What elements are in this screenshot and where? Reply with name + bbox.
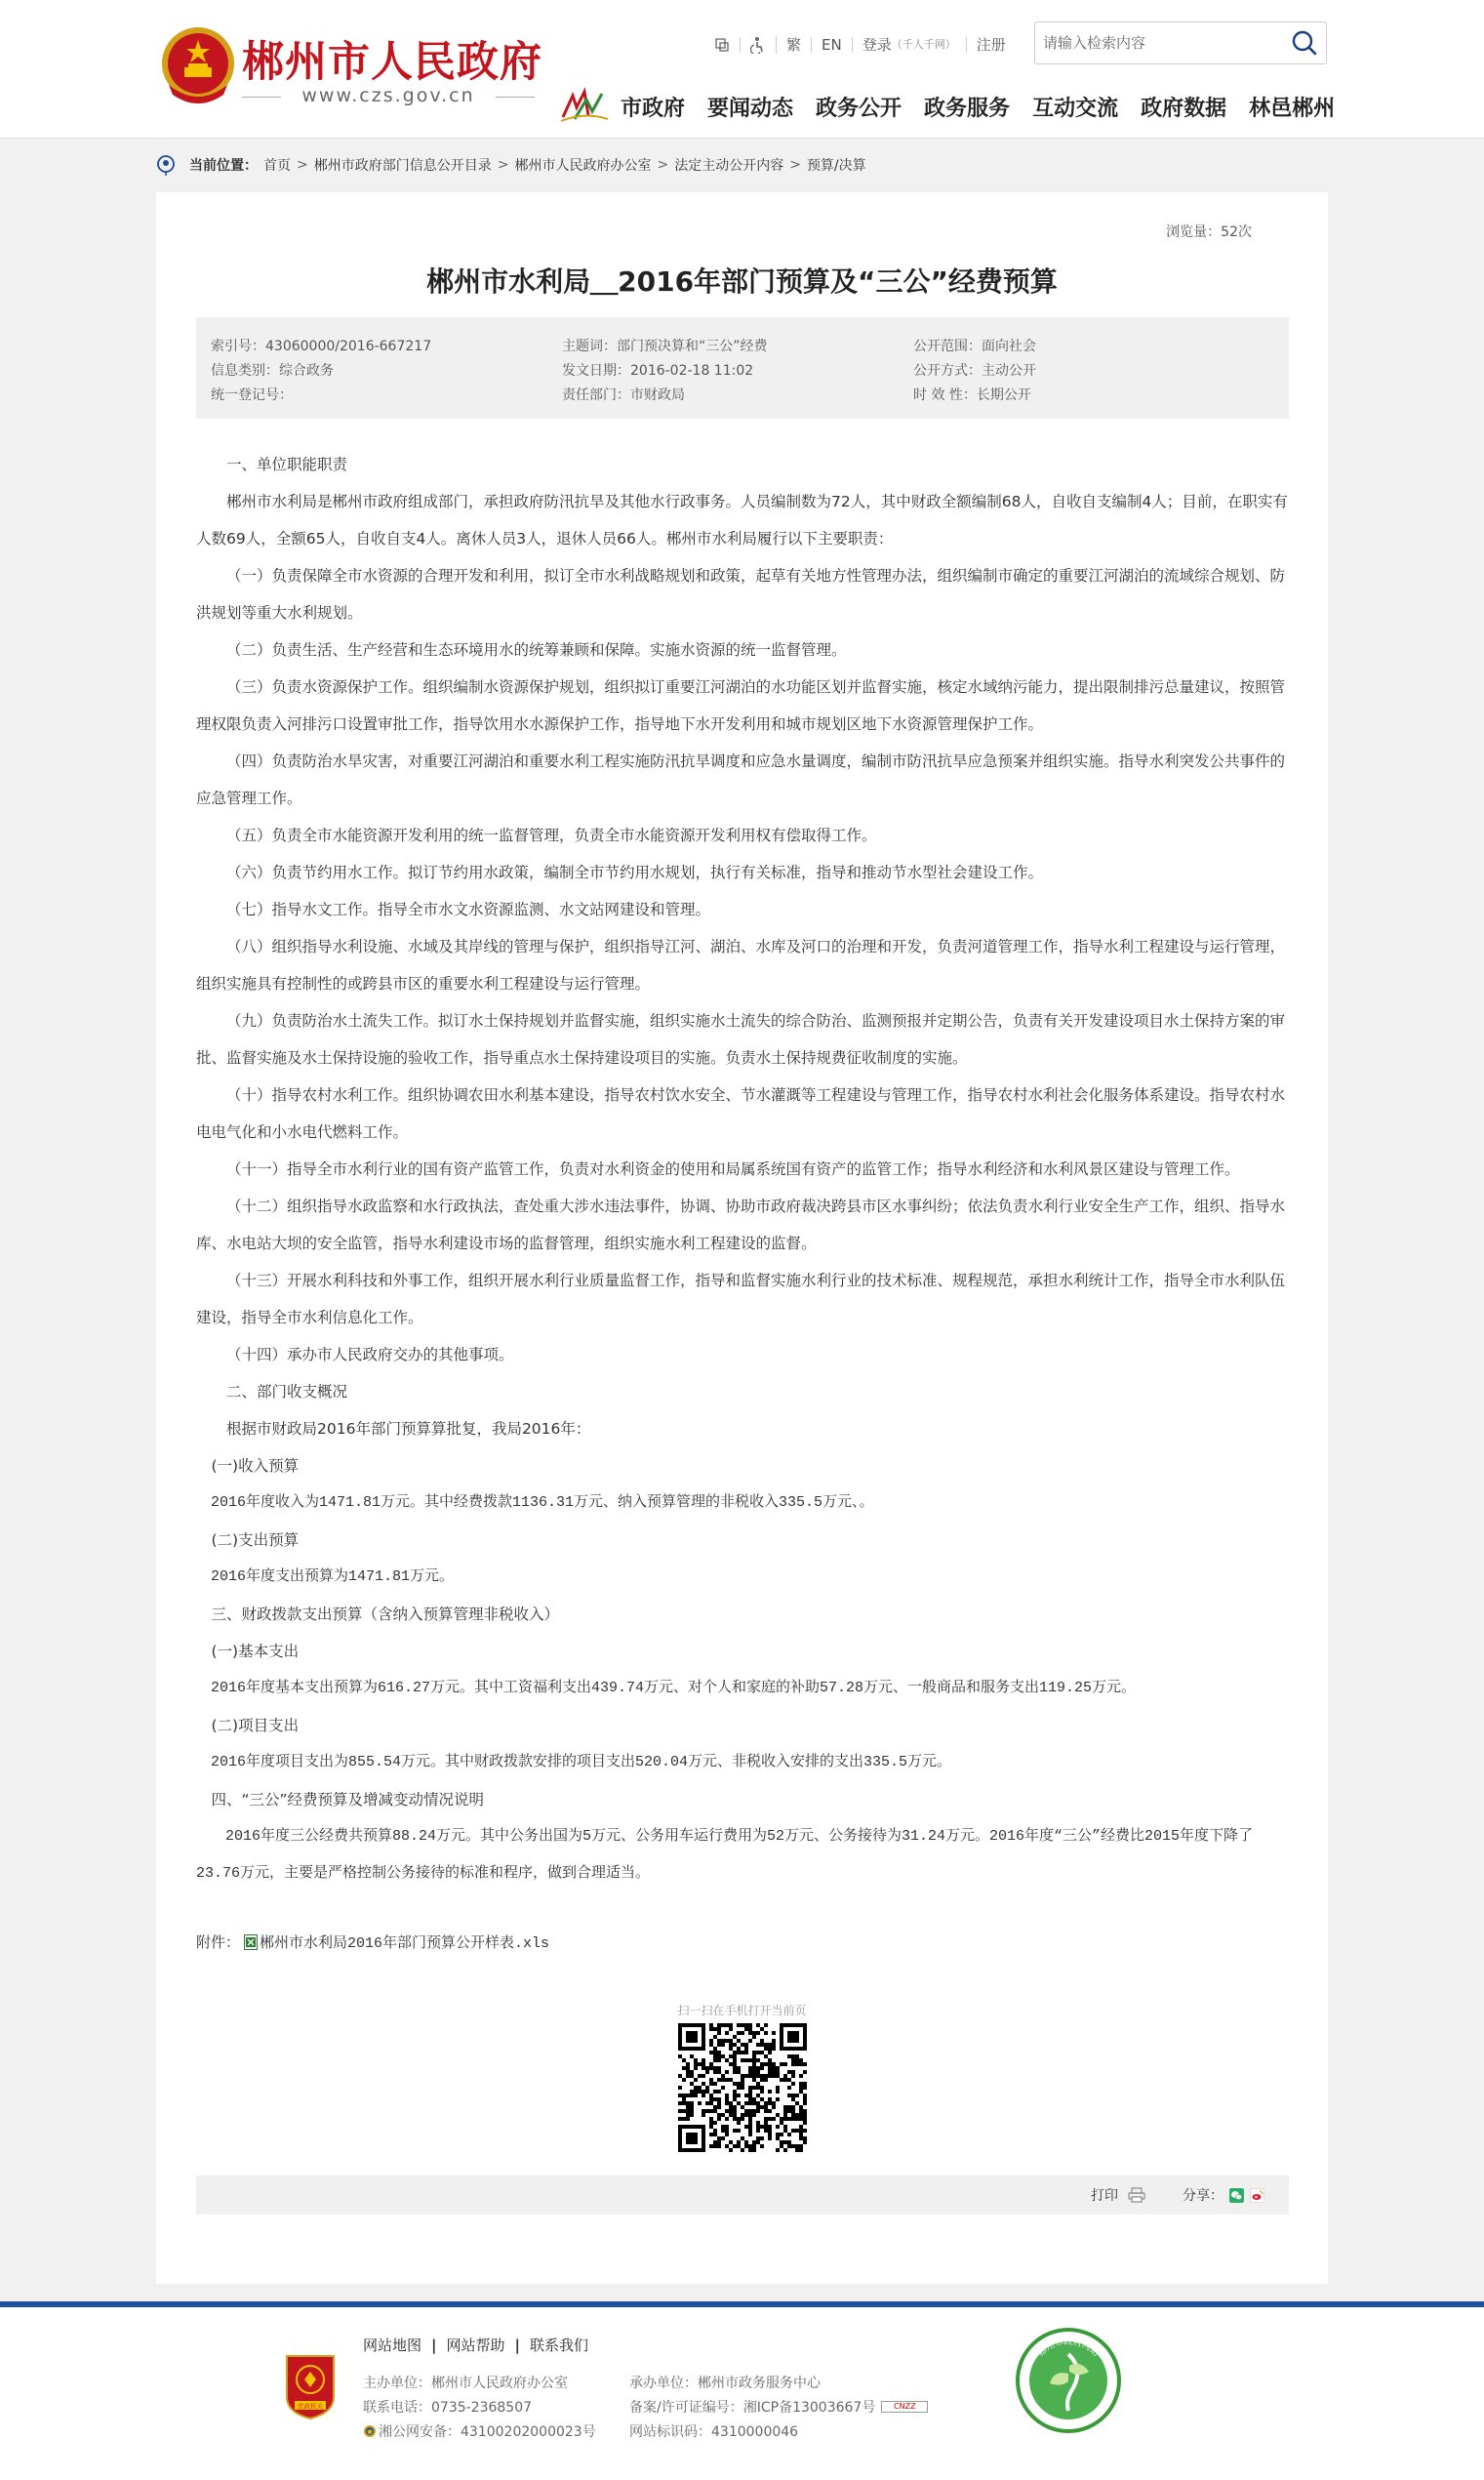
footer-police-row [363,2421,629,2441]
meta-date: 发文日期：2016-02-18 11:02 [562,363,754,379]
meta-scope: 公开范围：面向社会 [913,339,1036,354]
nav-item-data[interactable]: 政府数据 [1141,97,1227,121]
login-link[interactable] [853,37,967,53]
qr-code-icon [678,2023,807,2152]
paragraph: 2016年度基本支出预算为616.27万元。其中工资福利支出439.74万元、对个人和家庭的补助57.28万元、一般商品和服务支出119.25万元。 [211,1680,1137,1696]
weibo-share-icon[interactable] [1250,2188,1264,2203]
breadcrumb-separator: > [657,157,669,173]
cnzz-stat-icon[interactable]: CNZZ [881,2401,928,2413]
meta-reg-no: 统一登记号： [211,387,293,403]
register-link[interactable]: 注册 [976,36,1006,54]
breadcrumb-item-catalog[interactable]: 郴州市政府部门信息公开目录 [313,158,492,174]
footer-link-sitemap[interactable]: 网站地图 [363,2337,422,2354]
top-links [704,32,1016,58]
duty-item: （九）负责防治水土流失工作。拟订水土保持规划并监督实施，组织实施水土流失的综合防治、监测预报并定期公告，负责有关开发建设项目水土保持方案的审批、监督实施及水土保持设施的验收工作，指导重点水土保持建设项目的实施。负责水土保持规费征收制度的实施。 [196,1012,1286,1067]
award-text-path: 郴州市政府网站 [1036,2338,1101,2359]
article-meta [196,317,1289,419]
attachment-label: 附件： [196,1933,241,1951]
site-header [0,0,1484,139]
paragraph: 郴州市水利局是郴州市政府组成部门，承担政府防汛抗旱及其他水行政事务。人员编制数为72人，其中财政全额编制68人，自收自支编制4人；目前，在职实有人数69人，全额65人，自收自支4人。离休人员3人，退休人员66人。郴州市水利局履行以下主要职责： [196,493,1288,548]
duty-item: （十四）承办市人民政府交办的其他事项。 [226,1346,514,1363]
duty-item: （十一）指导全市水利行业的国有资产监管工作，负责对水利资金的使用和局属系统国有资产的监管工作；指导水利经济和水利风景区建设与管理工作。 [226,1160,1240,1178]
section-heading: 三、财政拨款支出预算（含纳入预算管理非税收入） [211,1606,560,1623]
sub-heading: (二)支出预算 [211,1531,300,1549]
paragraph: 根据市财政局2016年部门预算算批复，我局2016年： [226,1420,591,1438]
paragraph: 2016年度支出预算为1471.81万元。 [211,1568,455,1585]
section-heading: 一、单位职能职责 [226,456,348,473]
footer-separator: | [514,2336,520,2354]
meta-validity: 时 效 性：长期公开 [913,387,1031,403]
duty-item: （七）指导水文工作。指导全市水文水资源监测、水文站网建设和管理。 [226,901,711,918]
article-toolbar [196,2175,1289,2215]
accessibility-icon [714,37,730,53]
wechat-share-icon[interactable] [1229,2188,1244,2203]
breadcrumb-separator: > [497,157,509,173]
article-card [156,192,1328,2284]
duty-item: （三）负责水资源保护工作。组织编制水资源保护规划，组织拟订重要江河湖泊的水功能区划并监督实施，核定水域纳污能力，提出限制排污总量建议，按照管理权限负责入河排污口设置审批工作，指导饮用水水源保护工作，指导地下水开发利用和城市规划区地下水资源管理保护工作。 [196,678,1286,733]
party-government-badge-icon[interactable] [283,2352,338,2420]
view-count: 浏览量：52次 [1166,224,1252,240]
qr-caption: 扫一扫在手机打开当前页 [677,2004,807,2017]
share-bar [1183,2185,1264,2205]
attachment-link[interactable]: 郴州市水利局2016年部门预算公开样表.xls [260,1935,550,1952]
breadcrumb-separator: > [297,157,308,173]
paragraph: 2016年度项目支出为855.54万元。其中财政拨款安排的项目支出520.04万元、非税收入安排的支出335.5万元。 [211,1754,952,1770]
nav-item-interaction[interactable]: 互动交流 [1032,97,1119,121]
sub-heading: (二)项目支出 [211,1717,300,1734]
footer-link-help[interactable]: 网站帮助 [446,2337,505,2354]
breadcrumb-item-budget[interactable]: 预算/决算 [806,158,866,174]
attachment [196,1931,549,1952]
article-body [196,446,1289,1892]
civilized-website-award-icon[interactable] [1015,2327,1122,2434]
search-input[interactable] [1043,28,1277,58]
site-footer [0,2301,1484,2480]
accessibility-link[interactable] [704,37,741,53]
paragraph: 2016年度收入为1471.81万元。其中经费拨款1136.31万元、纳入预算管理的非税收入335.5万元、。 [211,1494,874,1511]
footer-sponsor: 主办单位：郴州市人民政府办公室 [363,2375,568,2391]
meta-category: 信息类别：综合政务 [211,363,334,379]
duty-item: （十三）开展水利科技和外事工作，组织开展水利行业质量监督工作，指导和监督实施水利行业的技术标准、规程规范，承担水利统计工作，指导全市水利队伍建设，指导全市水利信息化工作。 [196,1272,1286,1326]
nav-decoration-icon [559,86,610,125]
search-box [1034,21,1327,64]
footer-icp-row [629,2397,928,2417]
printer-icon [1128,2187,1145,2203]
footer-police[interactable]: 湘公网安备：43100202000023号 [379,2423,596,2440]
breadcrumb-item-home[interactable]: 首页 [263,158,291,174]
meta-subject: 主题词：部门预决算和“三公”经费 [562,339,768,354]
breadcrumb-label: 当前位置： [189,158,258,174]
search-button[interactable] [1289,28,1320,58]
footer-link-contact[interactable]: 联系我们 [530,2337,589,2354]
footer-undertaker: 承办单位：郴州市政务服务中心 [629,2375,821,2391]
section-heading: 四、“三公”经费预算及增减变动情况说明 [211,1791,485,1809]
breadcrumb-separator: > [789,157,801,173]
footer-separator: | [431,2336,437,2354]
footer-contact-phone: 联系电话：0735-2368507 [363,2399,533,2416]
footer-links [363,2335,588,2355]
nav-item-news[interactable]: 要闻动态 [707,97,794,121]
breadcrumb [156,154,866,176]
nav-item-government[interactable]: 市政府 [621,97,686,121]
section-heading: 二、部门收支概况 [226,1383,348,1401]
duty-item: （十）指导农村水利工作。组织协调农田水利基本建设，指导农村饮水安全、节水灌溉等工程建设与管理工作，指导农村水利社会化服务体系建设。指导农村水电电气化和小水电代燃料工作。 [196,1086,1286,1141]
police-emblem-icon [363,2424,377,2438]
duty-item: （六）负责节约用水工作。拟订节约用水政策，编制全市节约用水规划，执行有关标准，指导和推动节水型社会建设工作。 [226,864,1044,881]
print-label: 打印 [1091,2188,1118,2204]
article-title: 郴州市水利局＿2016年部门预算及“三公”经费预算 [426,265,1058,298]
main-nav [621,92,1335,122]
nav-item-linyi[interactable]: 林邑郴州 [1249,97,1336,121]
duty-item: （十二）组织指导水政监察和水行政执法，查处重大涉水违法事件，协调、协助市政府裁决跨县市区水事纠纷；依法负责水利行业安全生产工作，组织、指导水库、水电站大坝的安全监管，指导水利建设市场的监督管理，组织实施水利工程建设的监督。 [196,1198,1286,1252]
badge-text: 党政机关 [298,2402,323,2411]
excel-file-icon [244,1934,258,1950]
nav-item-disclosure[interactable]: 政务公开 [816,97,902,121]
site-domain: www.czs.gov.cn [242,85,535,106]
meta-dept: 责任部门：市财政局 [562,387,685,403]
elder-mode-icon [750,36,766,54]
login-label: 登录 [862,36,892,54]
location-pin-icon [156,154,176,176]
footer-site-code: 网站标识码：4310000046 [629,2423,799,2440]
nav-item-services[interactable]: 政务服务 [924,97,1011,121]
breadcrumb-item-office[interactable]: 郴州市人民政府办公室 [514,158,652,174]
login-sub-label: （千人千网） [891,38,956,51]
national-emblem-icon[interactable] [159,24,237,108]
duty-item: （四）负责防治水旱灾害，对重要江河湖泊和重要水利工程实施防汛抗旱调度和应急水量调度，编制市防汛抗旱应急预案并组织实施。指导水利突发公共事件的应急管理工作。 [196,752,1286,807]
sub-heading: (一)基本支出 [211,1643,300,1660]
footer-icp[interactable]: 备案/许可证编号：湘ICP备13003667号 [629,2399,876,2416]
print-button[interactable] [1091,2185,1145,2205]
meta-method: 公开方式：主动公开 [913,363,1036,379]
duty-item: （一）负责保障全市水资源的合理开发和利用，拟订全市水利战略规划和政策，起草有关地方性管理办法，组织编制市确定的重要江河湖泊的流域综合规划、防洪规划等重大水利规划。 [196,567,1286,622]
meta-index-no: 索引号：43060000/2016-667217 [211,339,432,354]
share-label: 分享： [1183,2188,1223,2204]
traditional-chinese-link[interactable]: 繁 [777,37,812,53]
elder-mode-link[interactable] [741,36,777,54]
duty-item: （二）负责生活、生产经营和生态环境用水的统筹兼顾和保障。实施水资源的统一监督管理。 [226,641,847,659]
footer-info [363,2370,928,2443]
duty-item: （八）组织指导水利设施、水域及其岸线的管理与保护，组织指导江河、湖泊、水库及河口的治理和开发，负责河道管理工作，指导水利工程建设与运行管理，组织实施具有控制性的或跨县市区的重要水利工程建设与运行管理。 [196,938,1286,993]
duty-item: （五）负责全市水能资源开发利用的统一监督管理，负责全市水能资源开发利用权有偿取得工作。 [226,827,877,844]
breadcrumb-item-statutory[interactable]: 法定主动公开内容 [674,158,784,174]
search-icon [1289,28,1320,58]
site-name[interactable]: 郴州市人民政府 [242,38,542,87]
paragraph: 2016年度三公经费共预算88.24万元。其中公务出国为5万元、公务用车运行费用为52万元、公务接待为31.24万元。2016年度“三公”经费比2015年度下降了23.76万元，主要是严格控制公务接待的标准和程序，做到合理适当。 [196,1828,1254,1882]
sub-heading: (一)收入预算 [211,1457,300,1475]
english-link[interactable]: EN [812,37,853,53]
